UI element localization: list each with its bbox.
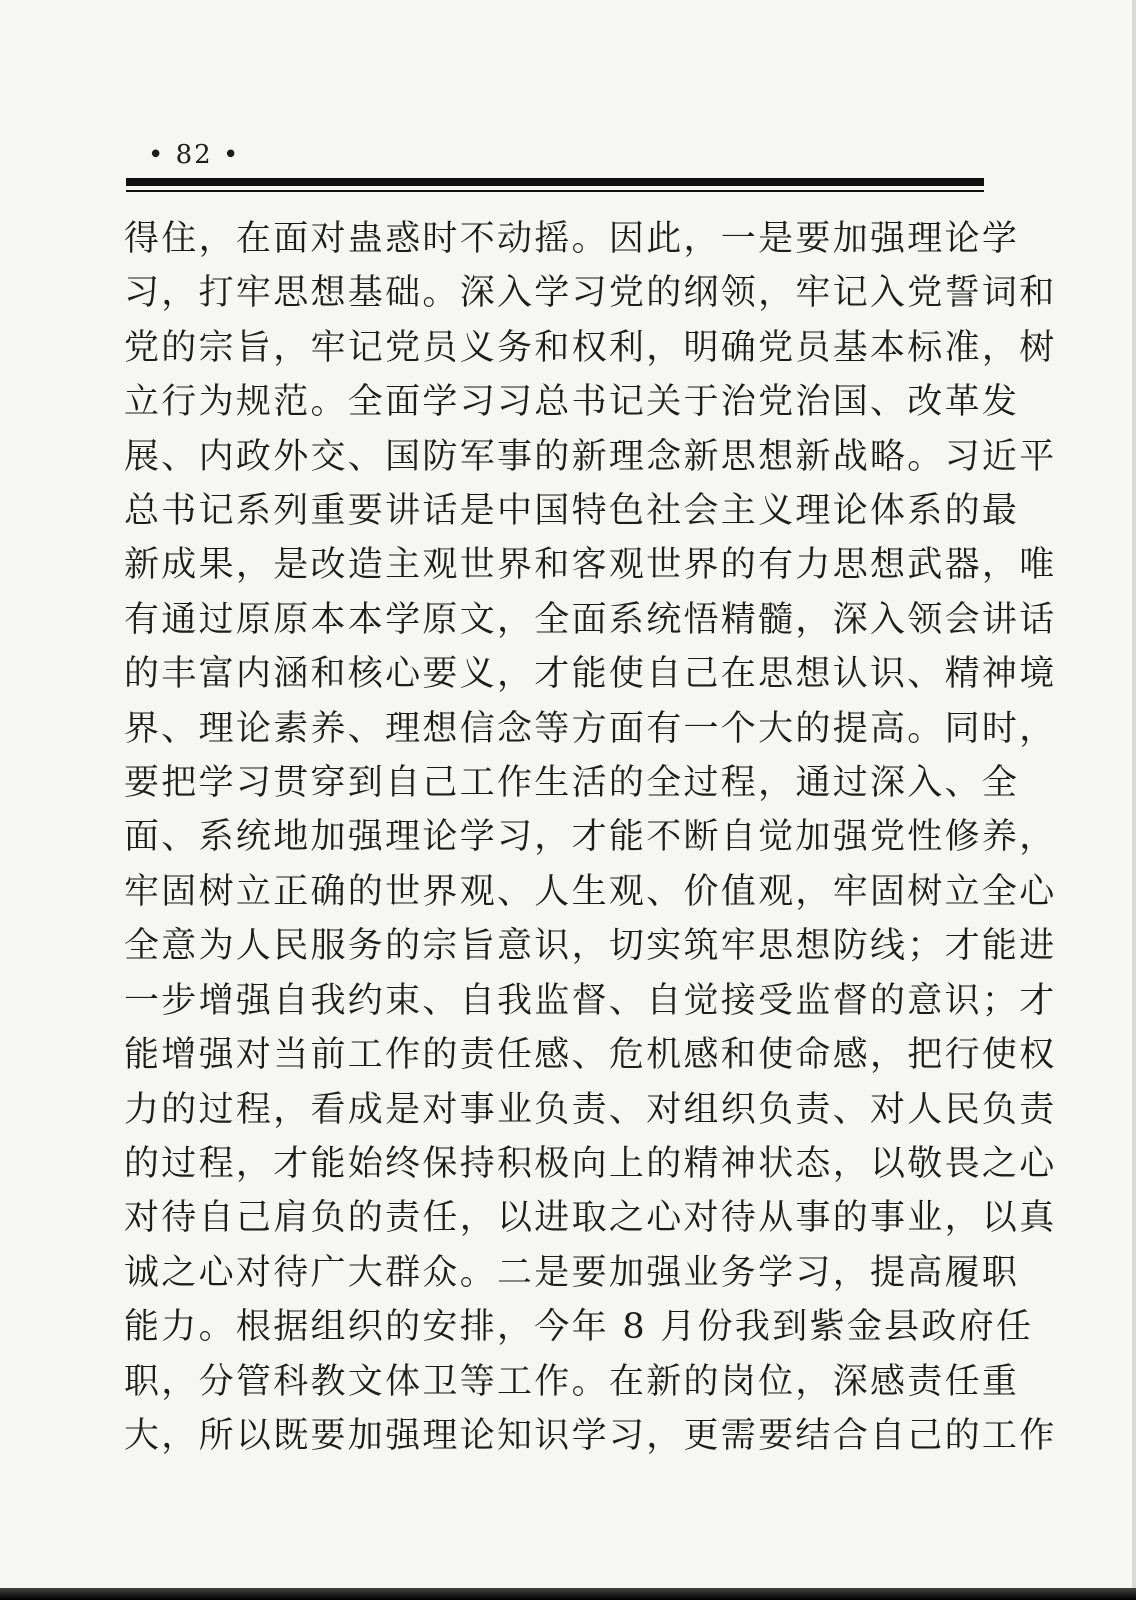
text-line: 党的宗旨，牢记党员义务和权利，明确党员基本标准，树 xyxy=(124,327,1057,368)
text-line: 职，分管科教文体卫等工作。在新的岗位，深感责任重 xyxy=(124,1361,1020,1402)
text-line: 一步增强自我约束、自我监督、自觉接受监督的意识；才 xyxy=(124,980,1057,1021)
text-line: 能力。根据组织的安排，今年 8 月份我到紫金县政府任 xyxy=(124,1307,1034,1348)
text-line: 展、内政外交、国防军事的新理念新思想新战略。习近平 xyxy=(124,436,1057,477)
text-line: 力的过程，看成是对事业负责、对组织负责、对人民负责 xyxy=(124,1089,1057,1130)
text-line: 对待自己肩负的责任，以进取之心对待从事的事业，以真 xyxy=(124,1198,1057,1239)
text-line: 牢固树立正确的世界观、人生观、价值观，牢固树立全心 xyxy=(124,871,1057,912)
scan-bottom-edge xyxy=(0,1588,1136,1600)
text-line: 有通过原原本本学原文，全面系统悟精髓，深入领会讲话 xyxy=(124,599,1057,640)
text-line: 诚之心对待广大群众。二是要加强业务学习，提高履职 xyxy=(124,1252,1020,1293)
text-line: 要把学习贯穿到自己工作生活的全过程，通过深入、全 xyxy=(124,763,1020,804)
text-line: 能增强对当前工作的责任感、危机感和使命感，把行使权 xyxy=(124,1035,1057,1076)
text-line: 界、理论素养、理想信念等方面有一个大的提高。同时， xyxy=(124,708,1057,749)
text-line: 得住，在面对蛊惑时不动摇。因此，一是要加强理论学 xyxy=(124,219,1020,259)
header-rule-thick xyxy=(126,178,984,186)
text-line: 的过程，才能始终保持积极向上的精神状态，以敬畏之心 xyxy=(124,1143,1057,1184)
text-line: 面、系统地加强理论学习，才能不断自觉加强党性修养， xyxy=(124,817,1057,858)
page-number: • 82 • xyxy=(148,140,241,170)
text-line: 立行为规范。全面学习习总书记关于治党治国、改革发 xyxy=(124,382,1020,423)
body-text xyxy=(124,212,1057,1463)
text-line: 习，打牢思想基础。深入学习党的纲领，牢记入党誓词和 xyxy=(124,273,1057,314)
text-line: 全意为人民服务的宗旨意识，切实筑牢思想防线；才能进 xyxy=(124,926,1057,967)
text-line: 的丰富内涵和核心要义，才能使自己在思想认识、精神境 xyxy=(124,654,1057,695)
header-rule-thin xyxy=(126,190,984,192)
text-line: 总书记系列重要讲话是中国特色社会主义理论体系的最 xyxy=(124,491,1020,532)
scan-right-edge xyxy=(1132,0,1136,1600)
text-line: 大，所以既要加强理论知识学习，更需要结合自己的工作 xyxy=(124,1415,1057,1456)
text-line: 新成果，是改造主观世界和客观世界的有力思想武器，唯 xyxy=(124,545,1057,586)
